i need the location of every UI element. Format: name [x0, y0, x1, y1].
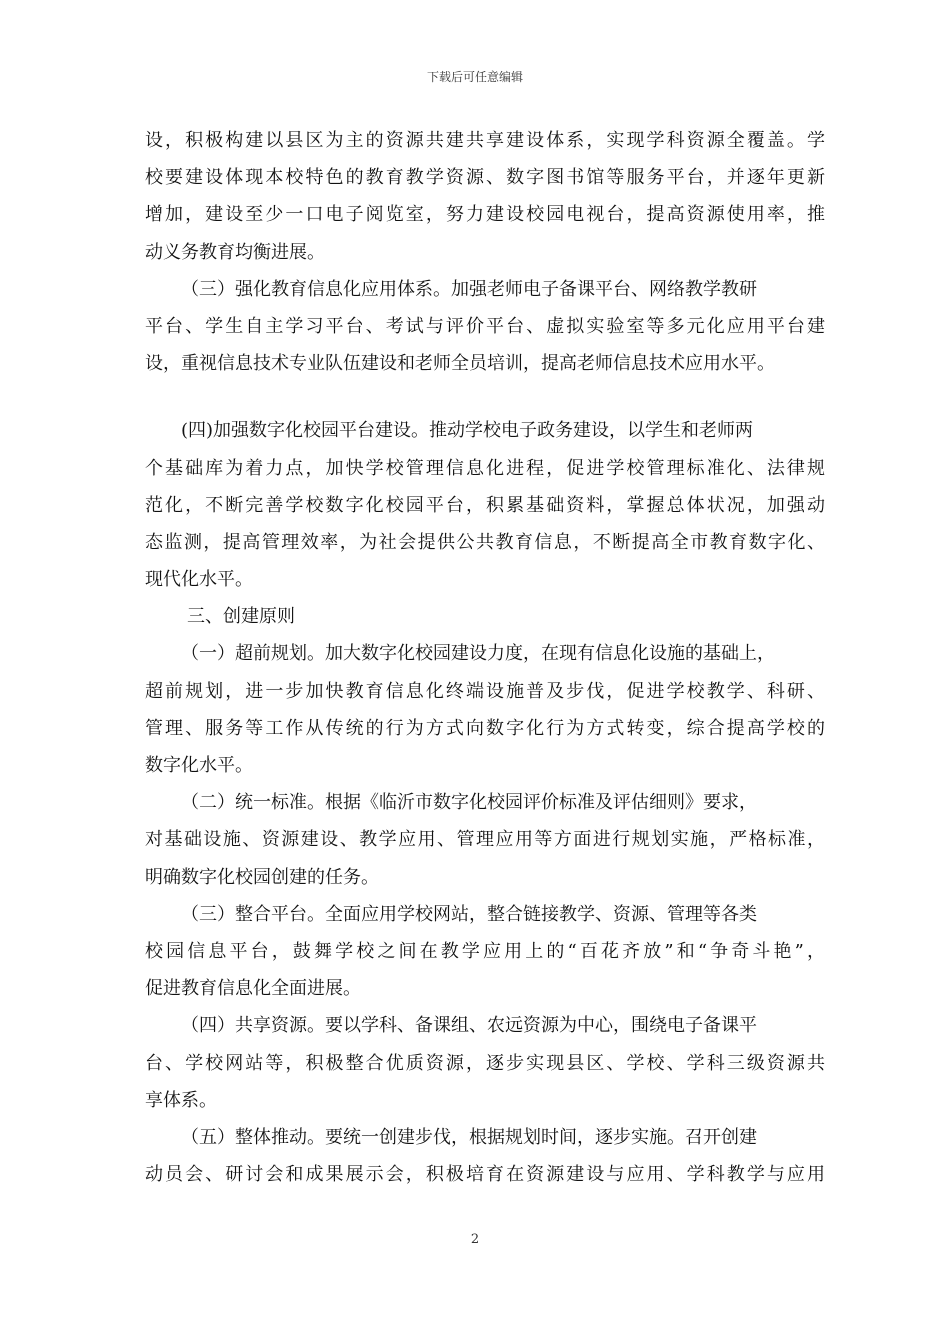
paragraph: [145, 122, 825, 271]
text-line: 超前规划，进一步加快教育信息化终端设施普及步伐，促进学校教学、科研、: [145, 680, 825, 702]
text-line: 现代化水平。: [145, 569, 253, 591]
paragraph: [145, 784, 825, 896]
text-line: 管理、服务等工作从传统的行为方式向数字化行为方式转变，综合提高学校的: [145, 717, 825, 739]
text-line: （二）统一标准。根据《临沂市数字化校园评价标准及评估细则》要求，: [181, 792, 757, 814]
text-line: 动义务教育均衡进展。: [145, 241, 325, 263]
text-line: (四)加强数字化校园平台建设。推动学校电子政务建设，以学生和老师两: [181, 420, 754, 442]
text-line: （一）超前规划。加大数字化校园建设力度，在现有信息化设施的基础上，: [181, 643, 775, 665]
page-number: 2: [470, 1232, 480, 1247]
text-line: （五）整体推动。要统一创建步伐，根据规划时间，逐步实施。召开创建: [181, 1126, 757, 1148]
document-body: [145, 122, 825, 1193]
paragraph: [145, 412, 825, 598]
text-line: （四）共享资源。要以学科、备课组、农远资源为中心，围绕电子备课平: [181, 1015, 757, 1037]
text-line: 增加，建设至少一口电子阅览室，努力建设校园电视台，提高资源使用率，推: [145, 204, 825, 226]
text-line: 设，积极构建以县区为主的资源共建共享建设体系，实现学科资源全覆盖。学: [145, 130, 825, 151]
text-line: 个基础库为着力点，加快学校管理信息化进程，促进学校管理标准化、法律规: [145, 457, 825, 479]
section-heading: [145, 598, 825, 635]
text-line: （三）强化教育信息化应用体系。加强老师电子备课平台、网络教学教研: [181, 278, 757, 300]
paragraph: [145, 1007, 825, 1119]
text-line: 动员会、研讨会和成果展示会，积极培育在资源建设与应用、学科教学与应用: [145, 1164, 825, 1186]
paragraph: [145, 896, 825, 1008]
text-line: 促进教育信息化全面进展。: [145, 978, 361, 1000]
paragraph: [145, 1119, 825, 1193]
text-line: 对基础设施、资源建设、教学应用、管理应用等方面进行规划实施，严格标准，: [145, 829, 825, 851]
text-line: 享体系。: [145, 1089, 217, 1111]
paragraph: [145, 635, 825, 784]
text-line: 态监测，提高管理效率，为社会提供公共教育信息，不断提高全市教育数字化、: [145, 531, 825, 553]
text-line: 范化，不断完善学校数字化校园平台，积累基础资料，掌握总体状况，加强动: [145, 494, 825, 516]
page-header: 下载后可任意编辑: [426, 70, 523, 84]
text-line: 明确数字化校园创建的任务。: [145, 866, 379, 888]
text-line: 三、创建原则: [187, 606, 295, 628]
paragraph: [145, 271, 825, 383]
text-line: 台、学校网站等，积极整合优质资源，逐步实现县区、学校、学科三级资源共: [145, 1052, 825, 1074]
text-line: （三）整合平台。全面应用学校网站，整合链接教学、资源、管理等各类: [181, 903, 757, 925]
text-line: 平台、学生自主学习平台、考试与评价平台、虚拟实验室等多元化应用平台建: [145, 315, 825, 337]
text-line: 校园信息平台，鼓舞学校之间在教学应用上的“百花齐放”和“争奇斗艳”，: [145, 940, 825, 962]
paragraph-gap: [145, 382, 825, 412]
text-line: 校要建设体现本校特色的教育教学资源、数字图书馆等服务平台，并逐年更新: [145, 167, 825, 189]
text-line: 数字化水平。: [145, 755, 253, 776]
text-line: 设，重视信息技术专业队伍建设和老师全员培训，提高老师信息技术应用水平。: [145, 353, 775, 375]
